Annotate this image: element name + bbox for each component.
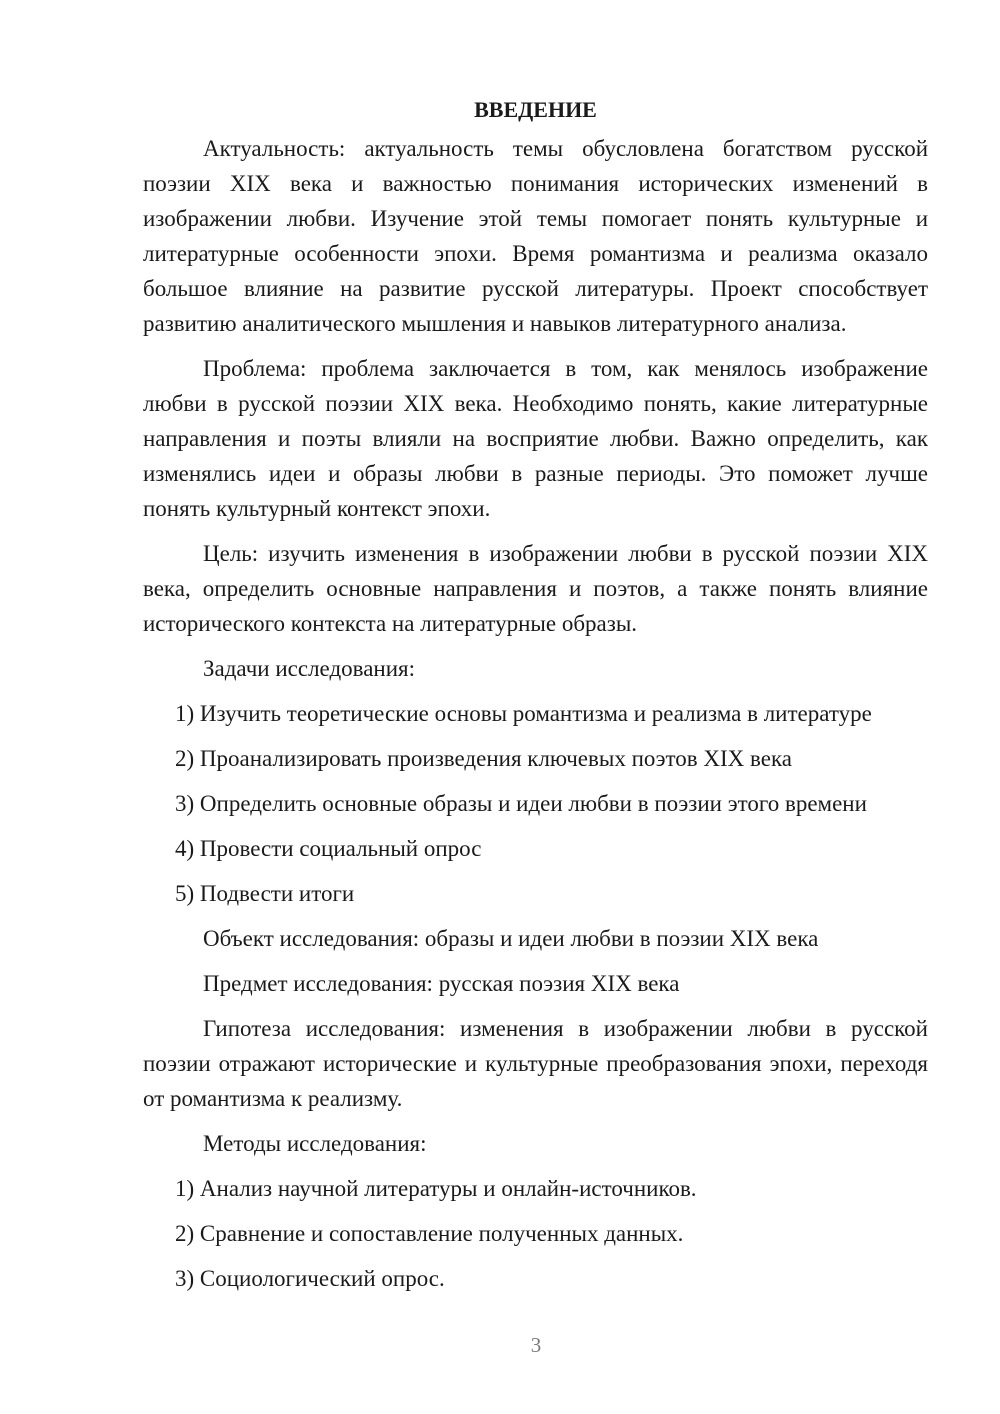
task-item: 2) Проанализировать произведения ключевых поэтов XIX века [175, 746, 792, 771]
methods-label: Методы исследования: [203, 1131, 427, 1156]
task-item: 1) Изучить теоретические основы романтизма и реализма в литературе [175, 701, 872, 726]
page-number: 3 [530, 1333, 542, 1357]
tasks-list [143, 696, 928, 911]
method-item: 2) Сравнение и сопоставление полученных данных. [175, 1221, 684, 1246]
methods-list [143, 1171, 928, 1296]
task-item: 4) Провести социальный опрос [175, 836, 482, 861]
task-item: 3) Определить основные образы и идеи любви в поэзии этого времени [175, 791, 867, 816]
relevance-paragraph: Актуальность: актуальность темы обусловлена богатством русской поэзии XIX века и важностью понимания исторических изменений в изображении любви. Изучение этой темы помогает понять культурные и литературные особенности эпохи. Время романтизма и реализма оказало большое влияние на развитие русской литературы. Проект способствует развитию аналитического мышления и навыков литературного анализа. [143, 136, 928, 336]
hypothesis-paragraph: Гипотеза исследования: изменения в изображении любви в русской поэзии отражают исторические и культурные преобразования эпохи, переходя от романтизма к реализму. [143, 1016, 928, 1111]
method-item: 1) Анализ научной литературы и онлайн-источников. [175, 1176, 697, 1201]
tasks-label: Задачи исследования: [203, 656, 416, 681]
page-title: ВВЕДЕНИЕ [474, 97, 597, 122]
goal-paragraph: Цель: изучить изменения в изображении любви в русской поэзии XIX века, определить основные направления и поэтов, а также понять влияние исторического контекста на литературные образы. [143, 541, 928, 636]
problem-paragraph: Проблема: проблема заключается в том, как менялось изображение любви в русской поэзии XIX века. Необходимо понять, какие литературные направления и поэты влияли на восприятие любви. Важно определить, как изменялись идеи и образы любви в разные периоды. Это поможет лучше понять культурный контекст эпохи. [143, 356, 928, 521]
method-item: 3) Социологический опрос. [175, 1266, 445, 1291]
task-item: 5) Подвести итоги [175, 881, 355, 906]
subject-paragraph: Предмет исследования: русская поэзия XIX века [203, 971, 680, 996]
object-paragraph: Объект исследования: образы и идеи любви в поэзии XIX века [203, 926, 819, 951]
page-content [143, 95, 928, 1306]
